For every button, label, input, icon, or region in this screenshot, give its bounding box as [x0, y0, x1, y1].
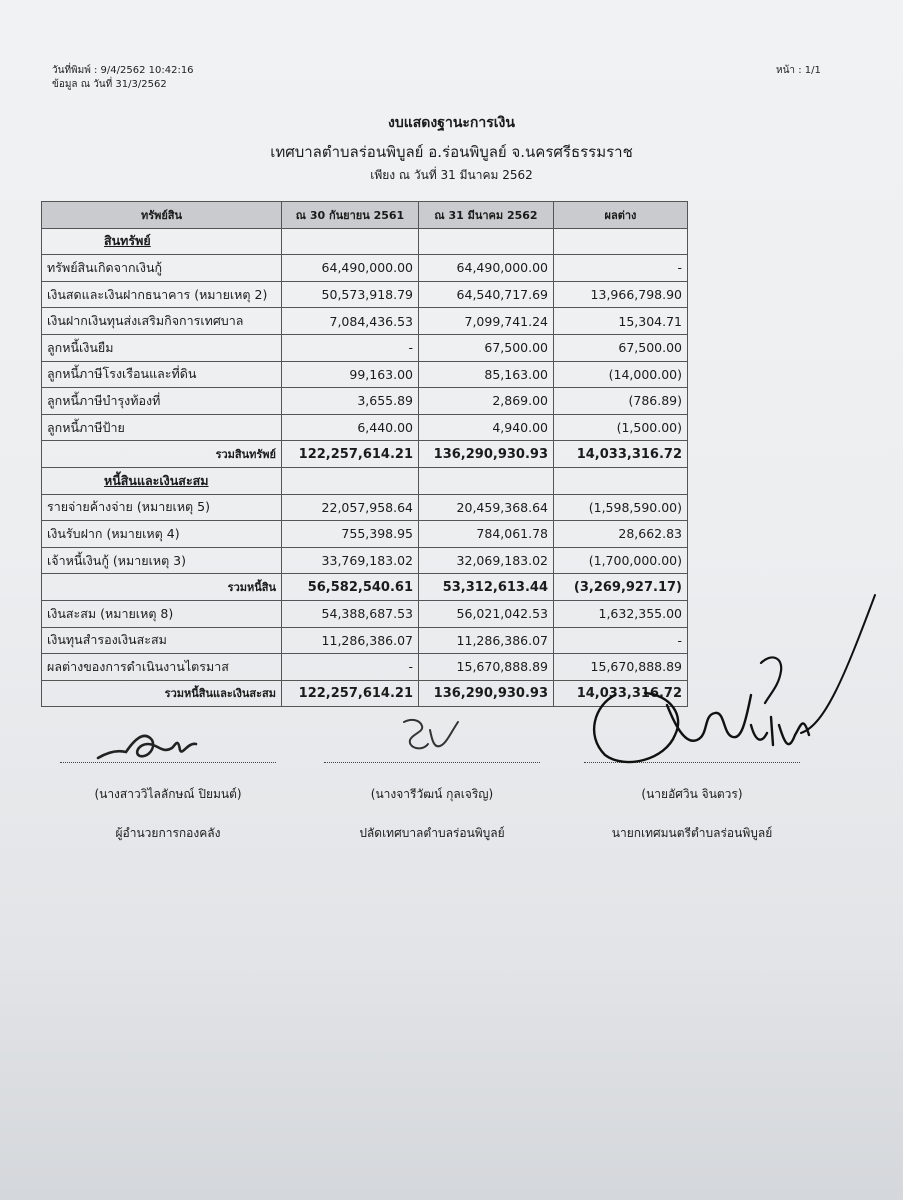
- row-label: เงินสะสม (หมายเหตุ 8): [42, 600, 282, 627]
- data-date: ข้อมูล ณ วันที่ 31/3/2562: [52, 79, 167, 90]
- row-label: สินทรัพย์: [42, 228, 282, 255]
- column-header-sep-2561: ณ 30 กันยายน 2561: [282, 202, 419, 229]
- value-sep-2561: [282, 228, 419, 255]
- value-difference: (14,000.00): [554, 361, 688, 388]
- table-row: [42, 547, 688, 574]
- print-date: วันที่พิมพ์ : 9/4/2562 10:42:16: [52, 65, 194, 76]
- row-label: เจ้าหนี้เงินกู้ (หมายเหตุ 3): [42, 547, 282, 574]
- signature-line: [60, 762, 276, 763]
- value-mar-2562: 53,312,613.44: [419, 574, 554, 601]
- organization-name: เทศบาลตำบลร่อนพิบูลย์ อ.ร่อนพิบูลย์ จ.นครศรีธรรมราช: [270, 143, 633, 161]
- value-sep-2561: 122,257,614.21: [282, 680, 419, 707]
- value-difference: (1,500.00): [554, 414, 688, 441]
- value-mar-2562: 136,290,930.93: [419, 680, 554, 707]
- value-mar-2562: 56,021,042.53: [419, 600, 554, 627]
- value-sep-2561: 6,440.00: [282, 414, 419, 441]
- signatory-position: นายกเทศมนตรีตำบลร่อนพิบูลย์: [611, 826, 773, 840]
- value-difference: [554, 228, 688, 255]
- section-header-row: [42, 228, 688, 255]
- value-sep-2561: 50,573,918.79: [282, 281, 419, 308]
- value-mar-2562: 64,540,717.69: [419, 281, 554, 308]
- table-row: [42, 414, 688, 441]
- value-sep-2561: 122,257,614.21: [282, 441, 419, 468]
- value-mar-2562: 15,670,888.89: [419, 654, 554, 681]
- row-label: หนี้สินและเงินสะสม: [42, 467, 282, 494]
- total-row: [42, 441, 688, 468]
- value-difference: (1,700,000.00): [554, 547, 688, 574]
- row-label: รวมสินทรัพย์: [42, 441, 282, 468]
- table-row: [42, 308, 688, 335]
- row-label: ลูกหนี้ภาษีโรงเรือนและที่ดิน: [42, 361, 282, 388]
- row-label: เงินทุนสำรองเงินสะสม: [42, 627, 282, 654]
- mayor-signature-scrawl: [575, 575, 895, 775]
- value-difference: 67,500.00: [554, 334, 688, 361]
- value-mar-2562: 32,069,183.02: [419, 547, 554, 574]
- signatory-position: ปลัดเทศบาลตำบลร่อนพิบูลย์: [359, 826, 505, 840]
- value-sep-2561: 3,655.89: [282, 388, 419, 415]
- value-difference: 14,033,316.72: [554, 441, 688, 468]
- value-sep-2561: 64,490,000.00: [282, 255, 419, 282]
- value-sep-2561: 22,057,958.64: [282, 494, 419, 521]
- row-label: ลูกหนี้ภาษีป้าย: [42, 414, 282, 441]
- value-sep-2561: 99,163.00: [282, 361, 419, 388]
- value-difference: 15,304.71: [554, 308, 688, 335]
- value-mar-2562: [419, 467, 554, 494]
- value-sep-2561: 755,398.95: [282, 521, 419, 548]
- value-difference: -: [554, 255, 688, 282]
- row-label: รายจ่ายค้างจ่าย (หมายเหตุ 5): [42, 494, 282, 521]
- signatory-name: (นายอัศวิน จินตวร): [641, 787, 743, 801]
- value-mar-2562: 85,163.00: [419, 361, 554, 388]
- value-difference: 28,662.83: [554, 521, 688, 548]
- document-title: งบแสดงฐานะการเงิน: [388, 115, 515, 131]
- signatory-name: (นางจารีวัฒน์ กุลเจริญ): [370, 787, 494, 801]
- row-label: รวมหนี้สินและเงินสะสม: [42, 680, 282, 707]
- value-difference: 14,033,316.72: [554, 680, 688, 707]
- value-difference: -: [554, 627, 688, 654]
- value-mar-2562: 7,099,741.24: [419, 308, 554, 335]
- value-difference: 15,670,888.89: [554, 654, 688, 681]
- row-label: เงินสดและเงินฝากธนาคาร (หมายเหตุ 2): [42, 281, 282, 308]
- value-difference: [554, 467, 688, 494]
- value-mar-2562: 784,061.78: [419, 521, 554, 548]
- row-label: ลูกหนี้เงินยืม: [42, 334, 282, 361]
- signature-block-municipal-clerk: [312, 700, 552, 843]
- value-sep-2561: -: [282, 654, 419, 681]
- table-row: [42, 388, 688, 415]
- column-header-item: ทรัพย์สิน: [42, 202, 282, 229]
- signatory-position: ผู้อำนวยการกองคลัง: [115, 826, 221, 840]
- value-difference: 1,632,355.00: [554, 600, 688, 627]
- value-sep-2561: 56,582,540.61: [282, 574, 419, 601]
- value-mar-2562: 136,290,930.93: [419, 441, 554, 468]
- row-label: รวมหนี้สิน: [42, 574, 282, 601]
- column-header-mar-2562: ณ 31 มีนาคม 2562: [419, 202, 554, 229]
- section-header-row: [42, 467, 688, 494]
- signature-block-finance-director: [48, 700, 288, 843]
- as-of-date: เพียง ณ วันที่ 31 มีนาคม 2562: [370, 168, 533, 182]
- table-row: [42, 255, 688, 282]
- value-sep-2561: 11,286,386.07: [282, 627, 419, 654]
- table-row: [42, 281, 688, 308]
- signature-scrawl: [48, 700, 288, 762]
- signature-scrawl: [312, 700, 552, 762]
- value-mar-2562: [419, 228, 554, 255]
- signatory-name: (นางสาววิไลลักษณ์ ปิยมนต์): [94, 787, 242, 801]
- value-mar-2562: 11,286,386.07: [419, 627, 554, 654]
- row-label: เงินรับฝาก (หมายเหตุ 4): [42, 521, 282, 548]
- page-number: หน้า : 1/1: [776, 65, 821, 76]
- value-mar-2562: 67,500.00: [419, 334, 554, 361]
- value-difference: (3,269,927.17): [554, 574, 688, 601]
- table-row: [42, 361, 688, 388]
- value-mar-2562: 64,490,000.00: [419, 255, 554, 282]
- value-sep-2561: -: [282, 334, 419, 361]
- value-mar-2562: 2,869.00: [419, 388, 554, 415]
- table-row: [42, 521, 688, 548]
- signature-line: [324, 762, 540, 763]
- value-sep-2561: 54,388,687.53: [282, 600, 419, 627]
- value-difference: 13,966,798.90: [554, 281, 688, 308]
- value-sep-2561: [282, 467, 419, 494]
- value-difference: (1,598,590.00): [554, 494, 688, 521]
- table-header-row: [42, 202, 688, 229]
- table-row: [42, 494, 688, 521]
- value-mar-2562: 20,459,368.64: [419, 494, 554, 521]
- value-sep-2561: 7,084,436.53: [282, 308, 419, 335]
- print-meta: [52, 64, 194, 92]
- row-label: ผลต่างของการดำเนินงานไตรมาส: [42, 654, 282, 681]
- value-difference: (786.89): [554, 388, 688, 415]
- row-label: ทรัพย์สินเกิดจากเงินกู้: [42, 255, 282, 282]
- row-label: เงินฝากเงินทุนส่งเสริมกิจการเทศบาล: [42, 308, 282, 335]
- value-sep-2561: 33,769,183.02: [282, 547, 419, 574]
- table-row: [42, 334, 688, 361]
- row-label: ลูกหนี้ภาษีบำรุงท้องที่: [42, 388, 282, 415]
- column-header-difference: ผลต่าง: [554, 202, 688, 229]
- value-mar-2562: 4,940.00: [419, 414, 554, 441]
